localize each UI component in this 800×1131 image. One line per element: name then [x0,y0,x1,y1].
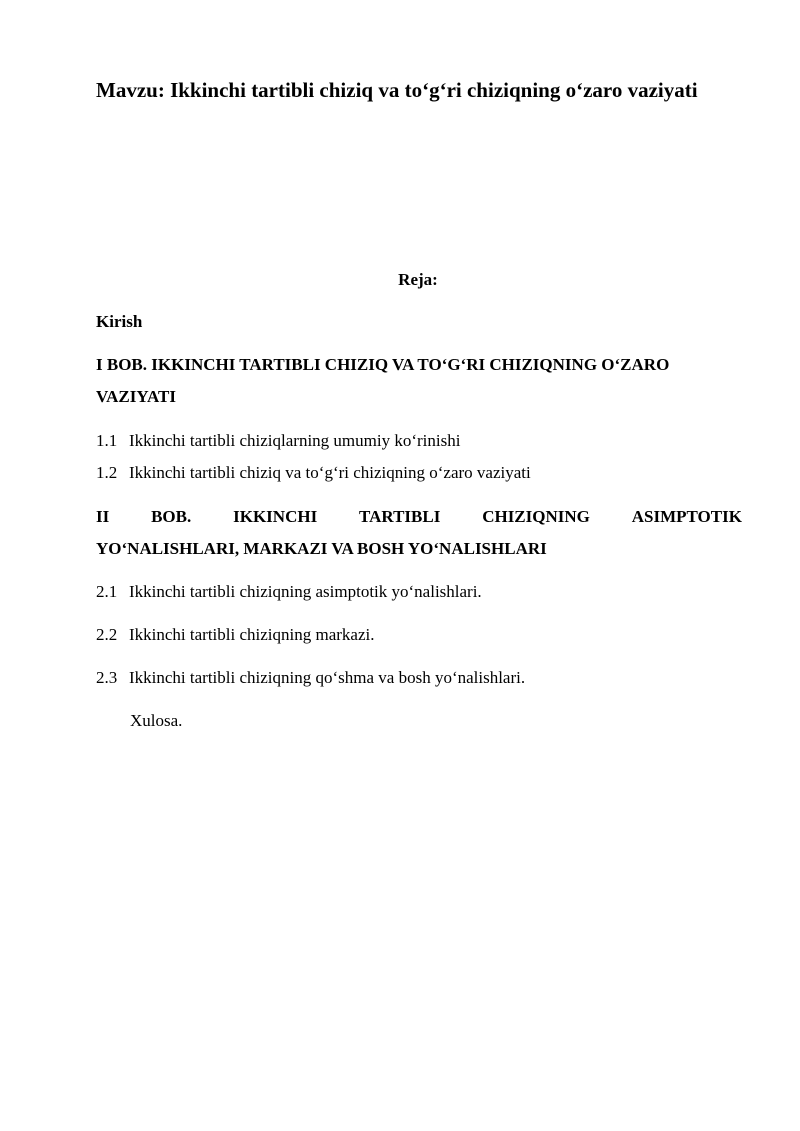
document-title: Mavzu: Ikkinchi tartibli chiziq va to‘g‘ri chiziqning o‘zaro vaziyati [96,78,698,102]
chapter1-heading-line1: I BOB. IKKINCHI TARTIBLI CHIZIQ VA TO‘G‘RI CHIZIQNING O‘ZARO [96,355,670,374]
section-text: Ikkinchi tartibli chiziq va to‘g‘ri chiziqning o‘zaro vaziyati [129,463,531,482]
section-number: 1.1 [96,431,118,450]
chapter2-word: IKKINCHI [233,507,318,526]
section-number: 2.2 [96,625,118,644]
section-number: 2.3 [96,668,118,687]
chapter2-heading-line1 [96,505,742,529]
chapter2-word: ASIMPTOTIK [631,507,742,526]
chapter1-heading-line2: VAZIYATI [96,387,177,406]
section-item [96,666,742,690]
intro-heading: Kirish [96,312,143,331]
section-item [96,461,742,485]
plan-heading: Reja: [398,270,438,289]
conclusion-item: Xulosa. [130,711,183,730]
chapter2-word: BOB. [151,507,192,526]
section-number: 1.2 [96,463,118,482]
section-text: Ikkinchi tartibli chiziqning asimptotik yo‘nalishlari. [129,582,482,601]
chapter2-word: CHIZIQNING [482,507,590,526]
section-text: Ikkinchi tartibli chiziqning markazi. [129,625,375,644]
section-text: Ikkinchi tartibli chiziqlarning umumiy ko‘rinishi [129,431,461,450]
section-text: Ikkinchi tartibli chiziqning qo‘shma va bosh yo‘nalishlari. [129,668,526,687]
chapter2-word: II [96,507,110,526]
section-number: 2.1 [96,582,118,601]
section-item [96,429,742,453]
section-item [96,623,742,647]
chapter2-word: TARTIBLI [359,507,441,526]
section-item [96,580,742,604]
chapter2-heading-line2: YO‘NALISHLARI, MARKAZI VA BOSH YO‘NALISHLARI [96,539,547,558]
